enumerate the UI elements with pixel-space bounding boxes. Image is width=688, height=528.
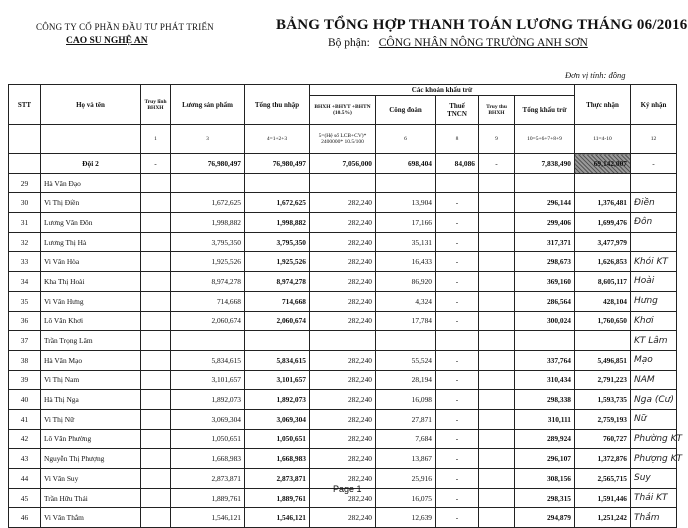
row-name: Lương Thị Hà bbox=[41, 232, 141, 252]
row-bhxh-back bbox=[141, 331, 171, 351]
row-total-deduct: 317,371 bbox=[515, 232, 575, 252]
index-cell: 9 bbox=[479, 125, 515, 154]
row-union bbox=[376, 331, 436, 351]
row-stt: 41 bbox=[9, 409, 41, 429]
table-row bbox=[9, 449, 677, 469]
table-row bbox=[9, 291, 677, 311]
row-signature: Suy bbox=[631, 469, 677, 489]
row-stt: 46 bbox=[9, 508, 41, 528]
row-stt: 43 bbox=[9, 449, 41, 469]
row-name: Vi Thị Điền bbox=[41, 193, 141, 213]
row-net: 1,372,876 bbox=[575, 449, 631, 469]
row-product-wage: 2,873,871 bbox=[171, 469, 245, 489]
row-signature bbox=[631, 173, 677, 193]
row-bhxh-back bbox=[141, 193, 171, 213]
row-bhxh: 282,240 bbox=[310, 252, 376, 272]
row-pit: - bbox=[436, 291, 479, 311]
row-bhxh bbox=[310, 331, 376, 351]
row-bhxh-back bbox=[141, 252, 171, 272]
company-subtitle: CAO SU NGHỆ AN bbox=[66, 36, 148, 46]
row-total-income bbox=[245, 173, 310, 193]
row-bhxh-back bbox=[141, 449, 171, 469]
row-bhxh-back bbox=[141, 488, 171, 508]
row-stt: 40 bbox=[9, 390, 41, 410]
row-pit: - bbox=[436, 508, 479, 528]
row-product-wage: 1,668,983 bbox=[171, 449, 245, 469]
row-bhxh-back bbox=[141, 272, 171, 292]
row-product-wage: 3,069,304 bbox=[171, 409, 245, 429]
row-net: 1,251,242 bbox=[575, 508, 631, 528]
row-total-deduct: 298,673 bbox=[515, 252, 575, 272]
table-row bbox=[9, 350, 677, 370]
row-total-deduct: 308,156 bbox=[515, 469, 575, 489]
row-name: Vi Thị Nam bbox=[41, 370, 141, 390]
row-total-income: 1,892,073 bbox=[245, 390, 310, 410]
row-net: 2,791,223 bbox=[575, 370, 631, 390]
row-product-wage: 1,925,526 bbox=[171, 252, 245, 272]
row-bhxh-back bbox=[141, 370, 171, 390]
row-name: Lô Văn Phường bbox=[41, 429, 141, 449]
table-row bbox=[9, 508, 677, 528]
row-union: 17,166 bbox=[376, 213, 436, 233]
row-bhxh-back bbox=[141, 429, 171, 449]
row-product-wage: 1,892,073 bbox=[171, 390, 245, 410]
row-bhxh-back bbox=[141, 469, 171, 489]
row-union: 12,639 bbox=[376, 508, 436, 528]
row-net: 2,759,193 bbox=[575, 409, 631, 429]
row-total-deduct bbox=[515, 173, 575, 193]
row-product-wage: 3,101,657 bbox=[171, 370, 245, 390]
row-bhxh: 282,240 bbox=[310, 311, 376, 331]
row-name: Lô Văn Khơi bbox=[41, 311, 141, 331]
row-total-deduct bbox=[515, 331, 575, 351]
col-stt: STT bbox=[9, 85, 41, 125]
row-bhxh-collect bbox=[479, 409, 515, 429]
row-net: 1,593,735 bbox=[575, 390, 631, 410]
row-signature: NAM bbox=[631, 370, 677, 390]
table-row bbox=[9, 252, 677, 272]
row-stt: 38 bbox=[9, 350, 41, 370]
row-bhxh-back bbox=[141, 390, 171, 410]
table-row bbox=[9, 173, 677, 193]
row-bhxh-collect bbox=[479, 252, 515, 272]
col-bhxh-back: Truy lĩnh BHXH bbox=[141, 85, 171, 125]
row-bhxh: 282,240 bbox=[310, 390, 376, 410]
group-product-wage: 76,980,497 bbox=[171, 154, 245, 174]
row-net: 2,565,715 bbox=[575, 469, 631, 489]
index-row bbox=[9, 125, 677, 154]
row-total-income: 3,101,657 bbox=[245, 370, 310, 390]
row-total-income: 1,050,651 bbox=[245, 429, 310, 449]
col-product-wage: Lương sản phẩm bbox=[171, 85, 245, 125]
row-net bbox=[575, 331, 631, 351]
row-bhxh-collect bbox=[479, 173, 515, 193]
row-total-income: 8,974,278 bbox=[245, 272, 310, 292]
row-total-deduct: 296,107 bbox=[515, 449, 575, 469]
row-total-deduct: 298,315 bbox=[515, 488, 575, 508]
row-bhxh-back bbox=[141, 173, 171, 193]
index-cell: 11=4-10 bbox=[575, 125, 631, 154]
row-total-deduct: 300,024 bbox=[515, 311, 575, 331]
company-name: CÔNG TY CỔ PHẦN ĐẦU TƯ PHÁT TRIỂN bbox=[36, 22, 214, 32]
row-bhxh: 282,240 bbox=[310, 232, 376, 252]
row-pit: - bbox=[436, 232, 479, 252]
row-union bbox=[376, 173, 436, 193]
table-row bbox=[9, 272, 677, 292]
row-bhxh: 282,240 bbox=[310, 350, 376, 370]
index-cell: 8 bbox=[436, 125, 479, 154]
col-name: Họ và tên bbox=[41, 85, 141, 125]
group-bhxh-collect: - bbox=[479, 154, 515, 174]
row-total-income: 714,668 bbox=[245, 291, 310, 311]
row-stt: 29 bbox=[9, 173, 41, 193]
row-total-deduct: 299,406 bbox=[515, 213, 575, 233]
col-bhxh: BHXH +BHYT +BHTN (10.5%) bbox=[310, 96, 376, 125]
row-union: 13,867 bbox=[376, 449, 436, 469]
row-name: Vi Văn Hòa bbox=[41, 252, 141, 272]
row-name: Hà Văn Đạo bbox=[41, 173, 141, 193]
group-pit: 84,086 bbox=[436, 154, 479, 174]
row-stt: 42 bbox=[9, 429, 41, 449]
row-total-income: 1,546,121 bbox=[245, 508, 310, 528]
row-stt: 37 bbox=[9, 331, 41, 351]
row-pit: - bbox=[436, 350, 479, 370]
payroll-table bbox=[8, 84, 683, 528]
col-pit: Thuế TNCN bbox=[436, 96, 479, 125]
row-bhxh-collect bbox=[479, 508, 515, 528]
row-total-deduct: 310,434 bbox=[515, 370, 575, 390]
row-product-wage bbox=[171, 331, 245, 351]
row-signature: Đôn bbox=[631, 213, 677, 233]
row-total-deduct: 296,144 bbox=[515, 193, 575, 213]
row-name: Vi Văn Thắm bbox=[41, 508, 141, 528]
row-bhxh: 282,240 bbox=[310, 291, 376, 311]
row-pit: - bbox=[436, 469, 479, 489]
row-pit: - bbox=[436, 213, 479, 233]
row-net: 1,591,446 bbox=[575, 488, 631, 508]
row-bhxh-collect bbox=[479, 370, 515, 390]
index-cell: 10=5+6+7+8+9 bbox=[515, 125, 575, 154]
row-union: 28,194 bbox=[376, 370, 436, 390]
row-bhxh-collect bbox=[479, 291, 515, 311]
row-union: 17,784 bbox=[376, 311, 436, 331]
row-union: 16,098 bbox=[376, 390, 436, 410]
row-pit: - bbox=[436, 311, 479, 331]
row-total-deduct: 286,564 bbox=[515, 291, 575, 311]
row-name: Hà Thị Nga bbox=[41, 390, 141, 410]
row-bhxh-collect bbox=[479, 350, 515, 370]
row-total-income bbox=[245, 331, 310, 351]
row-net: 8,605,117 bbox=[575, 272, 631, 292]
row-total-deduct: 298,338 bbox=[515, 390, 575, 410]
row-bhxh-collect bbox=[479, 232, 515, 252]
row-union: 4,324 bbox=[376, 291, 436, 311]
row-total-deduct: 310,111 bbox=[515, 409, 575, 429]
row-product-wage: 1,546,121 bbox=[171, 508, 245, 528]
row-signature: Khói KT bbox=[631, 252, 677, 272]
row-pit: - bbox=[436, 272, 479, 292]
row-signature: Điền bbox=[631, 193, 677, 213]
row-total-income: 3,069,304 bbox=[245, 409, 310, 429]
row-net: 760,727 bbox=[575, 429, 631, 449]
document-title: BẢNG TỔNG HỢP THANH TOÁN LƯƠNG THÁNG 06/2016 bbox=[276, 17, 688, 33]
group-bhxh-back: - bbox=[141, 154, 171, 174]
row-bhxh-collect bbox=[479, 449, 515, 469]
row-name: Vi Văn Suy bbox=[41, 469, 141, 489]
col-total-deduct: Tổng khấu trừ bbox=[515, 96, 575, 125]
row-pit bbox=[436, 331, 479, 351]
row-stt: 45 bbox=[9, 488, 41, 508]
row-signature: Khơi bbox=[631, 311, 677, 331]
row-bhxh: 282,240 bbox=[310, 449, 376, 469]
row-pit: - bbox=[436, 488, 479, 508]
row-net: 1,760,650 bbox=[575, 311, 631, 331]
row-pit bbox=[436, 173, 479, 193]
group-net: 69,142,007 bbox=[575, 154, 631, 174]
row-bhxh-back bbox=[141, 350, 171, 370]
row-stt: 39 bbox=[9, 370, 41, 390]
row-product-wage: 1,998,882 bbox=[171, 213, 245, 233]
row-signature: Phượng KT bbox=[631, 449, 677, 469]
row-bhxh-collect bbox=[479, 213, 515, 233]
row-bhxh: 282,240 bbox=[310, 272, 376, 292]
group-total-income: 76,980,497 bbox=[245, 154, 310, 174]
row-total-income: 1,889,761 bbox=[245, 488, 310, 508]
department-label: Bộ phận: bbox=[328, 37, 370, 49]
row-pit: - bbox=[436, 193, 479, 213]
group-bhxh: 7,056,000 bbox=[310, 154, 376, 174]
page-number: Page 1 bbox=[333, 484, 362, 494]
row-name: Vi Văn Hưng bbox=[41, 291, 141, 311]
table-row bbox=[9, 311, 677, 331]
row-signature: Hưng bbox=[631, 291, 677, 311]
row-name: Trần Trọng Lâm bbox=[41, 331, 141, 351]
row-stt: 34 bbox=[9, 272, 41, 292]
row-bhxh-back bbox=[141, 311, 171, 331]
table-row bbox=[9, 390, 677, 410]
row-pit: - bbox=[436, 390, 479, 410]
row-stt: 31 bbox=[9, 213, 41, 233]
row-stt: 44 bbox=[9, 469, 41, 489]
row-union: 16,075 bbox=[376, 488, 436, 508]
row-stt: 33 bbox=[9, 252, 41, 272]
index-cell: 4=1+2+3 bbox=[245, 125, 310, 154]
row-bhxh-collect bbox=[479, 469, 515, 489]
row-pit: - bbox=[436, 409, 479, 429]
row-name: Nguyễn Thị Phượng bbox=[41, 449, 141, 469]
group-total-deduct: 7,838,490 bbox=[515, 154, 575, 174]
index-cell: 1 bbox=[141, 125, 171, 154]
row-bhxh: 282,240 bbox=[310, 409, 376, 429]
row-total-income: 2,873,871 bbox=[245, 469, 310, 489]
row-name: Trần Hữu Thái bbox=[41, 488, 141, 508]
row-product-wage: 714,668 bbox=[171, 291, 245, 311]
row-product-wage: 8,974,278 bbox=[171, 272, 245, 292]
row-product-wage: 5,834,615 bbox=[171, 350, 245, 370]
row-stt: 35 bbox=[9, 291, 41, 311]
col-union: Công đoàn bbox=[376, 96, 436, 125]
group-union: 698,404 bbox=[376, 154, 436, 174]
table-row bbox=[9, 232, 677, 252]
row-bhxh-back bbox=[141, 213, 171, 233]
index-cell: 6 bbox=[376, 125, 436, 154]
row-net: 5,496,851 bbox=[575, 350, 631, 370]
row-signature: KT Lâm bbox=[631, 331, 677, 351]
col-sign: Ký nhận bbox=[631, 85, 677, 125]
currency-unit: Đơn vị tính: đồng bbox=[565, 70, 626, 80]
row-product-wage: 1,889,761 bbox=[171, 488, 245, 508]
row-total-deduct: 294,879 bbox=[515, 508, 575, 528]
row-union: 55,524 bbox=[376, 350, 436, 370]
row-net: 1,376,481 bbox=[575, 193, 631, 213]
row-net: 1,626,853 bbox=[575, 252, 631, 272]
department-value: CÔNG NHÂN NÔNG TRƯỜNG ANH SƠN bbox=[378, 37, 588, 49]
row-signature: Hoài bbox=[631, 272, 677, 292]
row-bhxh: 282,240 bbox=[310, 213, 376, 233]
row-bhxh-back bbox=[141, 232, 171, 252]
row-stt: 30 bbox=[9, 193, 41, 213]
row-bhxh-collect bbox=[479, 193, 515, 213]
row-stt: 32 bbox=[9, 232, 41, 252]
row-name: Hà Văn Mạo bbox=[41, 350, 141, 370]
row-signature bbox=[631, 232, 677, 252]
row-product-wage: 1,050,651 bbox=[171, 429, 245, 449]
row-total-income: 1,668,983 bbox=[245, 449, 310, 469]
row-pit: - bbox=[436, 449, 479, 469]
row-total-deduct: 369,160 bbox=[515, 272, 575, 292]
col-total-income: Tổng thu nhập bbox=[245, 85, 310, 125]
row-union: 13,904 bbox=[376, 193, 436, 213]
row-union: 16,433 bbox=[376, 252, 436, 272]
row-signature: Phường KT bbox=[631, 429, 677, 449]
row-bhxh: 282,240 bbox=[310, 488, 376, 508]
row-signature: Nga (Cư) bbox=[631, 390, 677, 410]
row-union: 86,920 bbox=[376, 272, 436, 292]
row-net bbox=[575, 173, 631, 193]
row-total-deduct: 337,764 bbox=[515, 350, 575, 370]
row-bhxh-collect bbox=[479, 390, 515, 410]
row-total-income: 2,060,674 bbox=[245, 311, 310, 331]
row-bhxh-collect bbox=[479, 272, 515, 292]
row-bhxh: 282,240 bbox=[310, 429, 376, 449]
row-total-income: 1,925,526 bbox=[245, 252, 310, 272]
table-row bbox=[9, 409, 677, 429]
department-line bbox=[328, 37, 588, 49]
row-stt: 36 bbox=[9, 311, 41, 331]
row-bhxh-back bbox=[141, 291, 171, 311]
row-bhxh: 282,240 bbox=[310, 469, 376, 489]
col-net: Thực nhận bbox=[575, 85, 631, 125]
row-net: 3,477,979 bbox=[575, 232, 631, 252]
row-name: Vi Thị Nữ bbox=[41, 409, 141, 429]
table-row bbox=[9, 213, 677, 233]
index-cell: 12 bbox=[631, 125, 677, 154]
row-union: 35,131 bbox=[376, 232, 436, 252]
index-cell bbox=[41, 125, 141, 154]
row-product-wage: 3,795,350 bbox=[171, 232, 245, 252]
row-signature: Nữ bbox=[631, 409, 677, 429]
row-total-income: 1,672,625 bbox=[245, 193, 310, 213]
row-total-income: 1,998,882 bbox=[245, 213, 310, 233]
row-bhxh-collect bbox=[479, 331, 515, 351]
col-deductions-group: Các khoản khấu trừ bbox=[310, 85, 575, 96]
row-bhxh: 282,240 bbox=[310, 508, 376, 528]
row-signature: Thái KT bbox=[631, 488, 677, 508]
row-bhxh-back bbox=[141, 508, 171, 528]
row-signature: Thắm bbox=[631, 508, 677, 528]
index-cell: 3 bbox=[171, 125, 245, 154]
row-pit: - bbox=[436, 429, 479, 449]
row-total-deduct: 289,924 bbox=[515, 429, 575, 449]
table-row bbox=[9, 370, 677, 390]
row-bhxh bbox=[310, 173, 376, 193]
group-row bbox=[9, 154, 677, 174]
row-net: 428,104 bbox=[575, 291, 631, 311]
group-name: Đội 2 bbox=[41, 154, 141, 174]
row-product-wage bbox=[171, 173, 245, 193]
index-cell bbox=[9, 125, 41, 154]
row-signature: Mạo bbox=[631, 350, 677, 370]
table-row bbox=[9, 429, 677, 449]
row-pit: - bbox=[436, 370, 479, 390]
col-bhxh-collect: Truy thu BHXH bbox=[479, 96, 515, 125]
row-net: 1,699,476 bbox=[575, 213, 631, 233]
row-bhxh-collect bbox=[479, 311, 515, 331]
row-union: 7,684 bbox=[376, 429, 436, 449]
row-bhxh: 282,240 bbox=[310, 370, 376, 390]
table-row bbox=[9, 193, 677, 213]
row-bhxh-collect bbox=[479, 429, 515, 449]
table-row bbox=[9, 331, 677, 351]
row-union: 25,916 bbox=[376, 469, 436, 489]
row-bhxh-collect bbox=[479, 488, 515, 508]
row-product-wage: 1,672,625 bbox=[171, 193, 245, 213]
row-name: Lương Văn Đôn bbox=[41, 213, 141, 233]
group-sign: - bbox=[631, 154, 677, 174]
row-bhxh-back bbox=[141, 409, 171, 429]
row-name: Kha Thị Hoài bbox=[41, 272, 141, 292]
row-total-income: 3,795,350 bbox=[245, 232, 310, 252]
index-cell: 5=(Hệ số LCB+CV)* 2400000* 10.5/100 bbox=[310, 125, 376, 154]
row-union: 27,871 bbox=[376, 409, 436, 429]
row-pit: - bbox=[436, 252, 479, 272]
row-total-income: 5,834,615 bbox=[245, 350, 310, 370]
row-bhxh: 282,240 bbox=[310, 193, 376, 213]
row-product-wage: 2,060,674 bbox=[171, 311, 245, 331]
